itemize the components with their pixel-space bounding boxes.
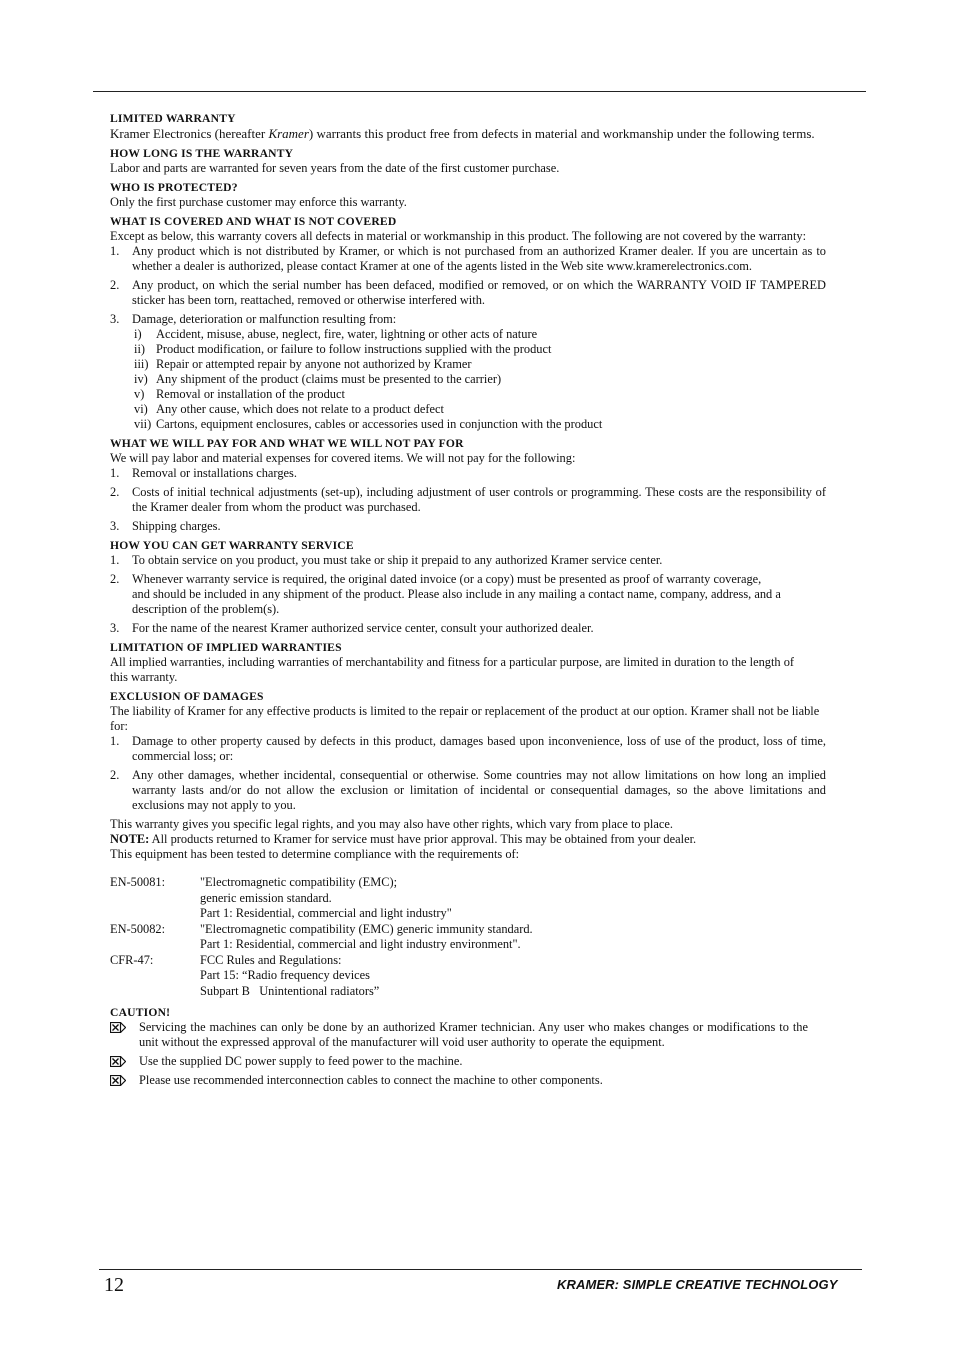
- pay-text: We will pay labor and material expenses for covered items. We will not pay for the following:: [110, 451, 576, 465]
- list-text: Damage to other property caused by defects in this product, damages based upon inconvenience, loss of use of the product, loss of time, commercial loss; or:: [132, 734, 826, 763]
- header-rule: [93, 91, 866, 92]
- list-number: 2.: [110, 485, 120, 499]
- sub-list-item: [134, 342, 826, 357]
- not-paid-list: [110, 466, 826, 534]
- list-item: [110, 734, 826, 764]
- caution-icon: [110, 1022, 126, 1033]
- covered-heading: WHAT IS COVERED AND WHAT IS NOT COVERED: [110, 215, 397, 228]
- standards-table: [110, 875, 826, 999]
- how-long-heading: HOW LONG IS THE WARRANTY: [110, 147, 294, 160]
- service-list: [110, 553, 782, 636]
- sub-list-item: [134, 357, 826, 372]
- sub-list-item: [134, 402, 826, 417]
- list-item: [110, 621, 782, 636]
- sub-list-text: Any other cause, which does not relate to a product defect: [156, 402, 444, 416]
- caution-text: Use the supplied DC power supply to feed power to the machine.: [139, 1054, 463, 1068]
- list-text: Shipping charges.: [132, 519, 221, 533]
- who-protected-heading: WHO IS PROTECTED?: [110, 181, 238, 194]
- service-heading: HOW YOU CAN GET WARRANTY SERVICE: [110, 539, 354, 552]
- standard-line: "Electromagnetic compatibility (EMC) generic immunity standard.: [200, 921, 533, 936]
- list-number: 3.: [110, 621, 120, 635]
- standard-description: [200, 922, 826, 953]
- exclusion-text: The liability of Kramer for any effective products is limited to the repair or replacement of the product at our option. Kramer shall not be liable for:: [110, 704, 820, 733]
- list-item: [110, 244, 826, 274]
- standard-line: generic emission standard.: [200, 890, 332, 905]
- list-text: Removal or installations charges.: [132, 466, 297, 480]
- footer-title: KRAMER: SIMPLE CREATIVE TECHNOLOGY: [557, 1277, 838, 1292]
- standard-code: EN-50082:: [110, 921, 166, 936]
- note-label: NOTE:: [110, 832, 150, 846]
- sub-list-item: [134, 372, 826, 387]
- sub-list-item: [134, 387, 826, 402]
- list-text: Any product, on which the serial number has been defaced, modified or removed, or on which the WARRANTY VOID IF TAMPERED sticker has been torn, reattached, removed or otherwise interfered with.: [132, 278, 826, 307]
- caution-item: [110, 1054, 808, 1069]
- standard-code: EN-50081:: [110, 875, 166, 889]
- caution-icon: [110, 1075, 126, 1086]
- caution-text: Please use recommended interconnection cables to connect the machine to other components.: [139, 1073, 603, 1087]
- standard-line: Part 1: Residential, commercial and light industry environment".: [200, 937, 521, 951]
- sub-list-item: [134, 327, 826, 342]
- sub-list-number: i): [134, 327, 142, 341]
- implied-text: All implied warranties, including warranties of merchantability and fitness for a particular purpose, are limited in duration to the length of this warranty.: [110, 655, 795, 684]
- list-number: 3.: [110, 519, 120, 533]
- list-number: 1.: [110, 553, 120, 567]
- sub-list-text: Accident, misuse, abuse, neglect, fire, water, lightning or other acts of nature: [156, 327, 538, 341]
- caution-item: [110, 1020, 808, 1050]
- caution-item: [110, 1073, 808, 1088]
- sub-list-number: vii): [134, 417, 152, 431]
- caution-heading: CAUTION!: [110, 1006, 171, 1019]
- standard-description: [200, 953, 826, 1000]
- standard-description: [200, 875, 826, 922]
- list-item: [110, 768, 826, 813]
- intro-emphasis: Kramer: [268, 126, 309, 141]
- damage-causes-list: [132, 327, 826, 432]
- sub-list-text: Removal or installation of the product: [156, 387, 345, 401]
- note-body: All products returned to Kramer for service must have prior approval. This may be obtained from your dealer.: [149, 832, 697, 846]
- implied-heading: LIMITATION OF IMPLIED WARRANTIES: [110, 641, 342, 654]
- standard-line: Subpart B Unintentional radiators”: [200, 983, 380, 998]
- list-number: 3.: [110, 312, 120, 326]
- who-protected-text: Only the first purchase customer may enforce this warranty.: [110, 195, 407, 209]
- caution-text: Servicing the machines can only be done by an authorized Kramer technician. Any user who makes changes or modifications to the unit without the expressed approval of the manufacturer will void user authority to operate the equipment.: [139, 1020, 808, 1049]
- list-number: 1.: [110, 244, 120, 258]
- list-text: Damage, deterioration or malfunction resulting from:: [132, 312, 397, 326]
- sub-list-number: iii): [134, 357, 149, 371]
- standard-code: CFR-47:: [110, 952, 154, 967]
- list-text: Any other damages, whether incidental, consequential or otherwise. Some countries may not allow limitations on how long an implied warranty lasts and/or do not allow the exclusion or limitation of incidental or consequential damages, so the above limitations and exclusions may not apply to you.: [132, 768, 826, 812]
- sub-list-text: Repair or attempted repair by anyone not authorized by Kramer: [156, 357, 472, 371]
- list-item: [110, 519, 826, 534]
- compliance-text: This equipment has been tested to determine compliance with the requirements of:: [110, 847, 520, 861]
- intro-text-end: ) warrants this product free from defects in material and workmanship under the following terms.: [308, 126, 815, 141]
- how-long-text: Labor and parts are warranted for seven years from the date of the first customer purchase.: [110, 161, 560, 175]
- list-text: Any product which is not distributed by Kramer, or which is not purchased from an authorized Kramer dealer. If you are uncertain as to whether a dealer is authorized, please contact Kramer at one of the agents listed in the Web site www.kramerelectronics.com.: [132, 244, 826, 273]
- list-item: [110, 572, 782, 617]
- list-number: 1.: [110, 466, 120, 480]
- standard-line: FCC Rules and Regulations:: [200, 952, 342, 967]
- not-covered-list: [110, 244, 826, 432]
- list-number: 1.: [110, 734, 120, 748]
- sub-list-number: iv): [134, 372, 148, 386]
- list-text: To obtain service on you product, you must take or ship it prepaid to any authorized Kramer service center.: [132, 553, 663, 567]
- exclusion-heading: EXCLUSION OF DAMAGES: [110, 690, 264, 703]
- standard-line: Part 15: “Radio frequency devices: [200, 968, 370, 982]
- exclusion-list: [110, 734, 826, 813]
- warranty-content: [110, 111, 826, 1092]
- pay-heading: WHAT WE WILL PAY FOR AND WHAT WE WILL NOT PAY FOR: [110, 437, 464, 450]
- intro-text: Kramer Electronics (hereafter: [110, 126, 269, 141]
- caution-list: [110, 1020, 808, 1088]
- sub-list-text: Any shipment of the product (claims must be presented to the carrier): [156, 372, 502, 386]
- standard-line: Part 1: Residential, commercial and light industry": [200, 906, 452, 920]
- page-number: 12: [104, 1274, 124, 1296]
- list-number: 2.: [110, 572, 120, 586]
- list-item: [110, 553, 782, 568]
- list-text: For the name of the nearest Kramer authorized service center, consult your authorized dealer.: [132, 621, 594, 635]
- list-number: 2.: [110, 768, 120, 782]
- sub-list-number: ii): [134, 342, 146, 356]
- sub-list-number: vi): [134, 402, 148, 416]
- footer-rule: [99, 1269, 862, 1270]
- covered-text: Except as below, this warranty covers all defects in material or workmanship in this product. The following are not covered by the warranty:: [110, 229, 807, 243]
- note-text: [110, 832, 826, 847]
- limited-warranty-heading: LIMITED WARRANTY: [110, 112, 236, 125]
- list-text: Costs of initial technical adjustments (set-up), including adjustment of user controls or programming. These costs are the responsibility of the Kramer dealer from whom the product was purchased.: [132, 485, 826, 514]
- list-item: [110, 278, 826, 308]
- list-item: [110, 312, 826, 432]
- list-item: [110, 485, 826, 515]
- sub-list-text: Cartons, equipment enclosures, cables or accessories used in conjunction with the product: [156, 417, 603, 431]
- list-number: 2.: [110, 278, 120, 292]
- sub-list-number: v): [134, 387, 145, 401]
- warranty-intro: [110, 126, 826, 142]
- list-text: Whenever warranty service is required, the original dated invoice (or a copy) must be presented as proof of warranty coverage, and should be included in any shipment of the product. Please also include in any mailing a contact name, company, address, and a description of the problem(s).: [132, 572, 781, 616]
- legal-rights-text: This warranty gives you specific legal rights, and you may also have other rights, which vary from place to place.: [110, 817, 673, 831]
- sub-list-text: Product modification, or failure to follow instructions supplied with the product: [156, 342, 552, 356]
- caution-icon: [110, 1056, 126, 1067]
- standard-line: "Electromagnetic compatibility (EMC);: [200, 875, 398, 889]
- list-item: [110, 466, 826, 481]
- sub-list-item: [134, 417, 826, 432]
